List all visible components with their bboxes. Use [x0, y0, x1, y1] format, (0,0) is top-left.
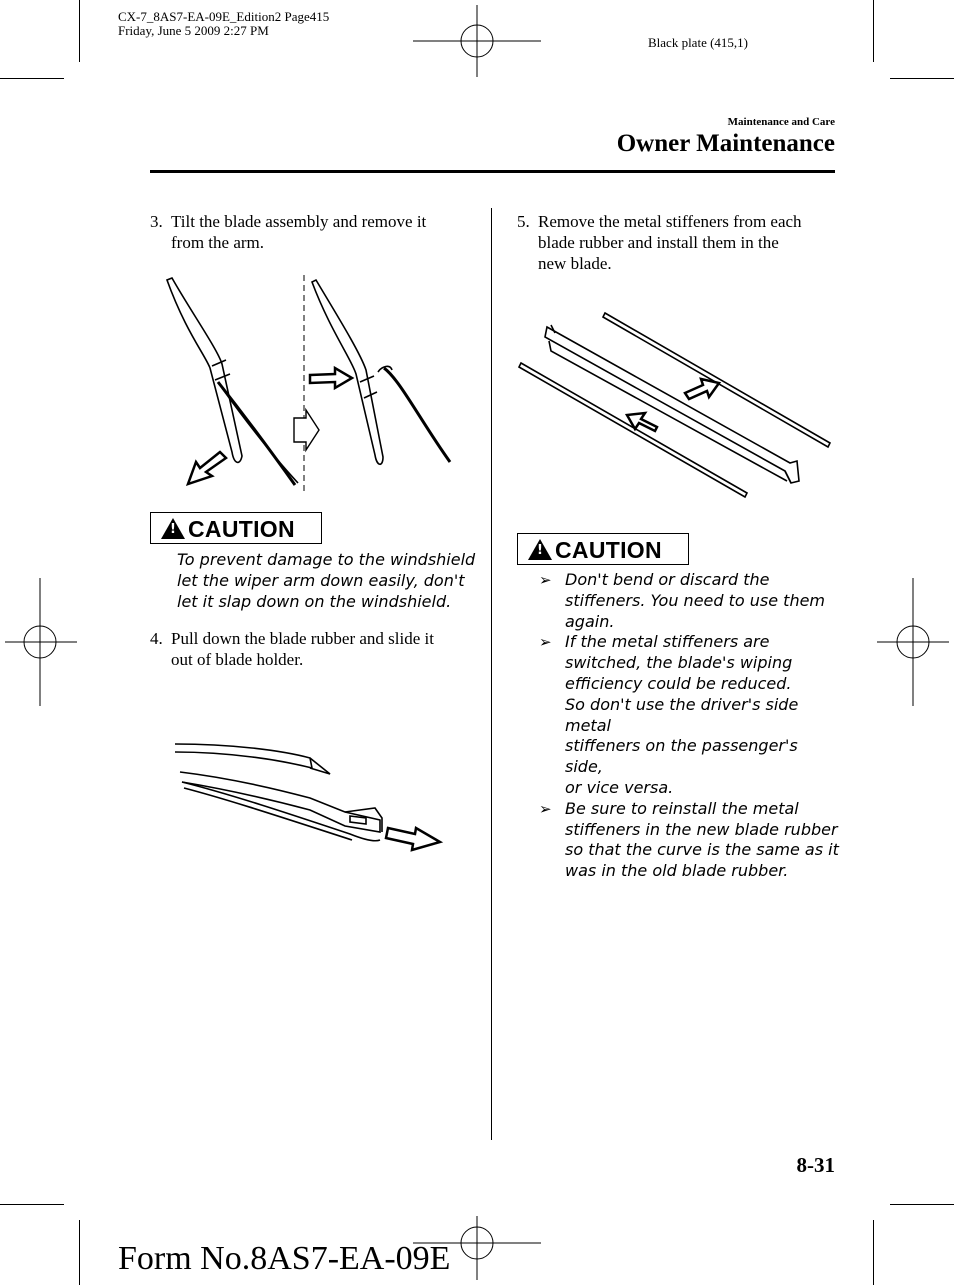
bullet-arrow-icon: ➢ [539, 633, 552, 652]
blade-rubber-illustration [170, 738, 445, 858]
step-3 [150, 211, 480, 255]
step-5 [517, 211, 837, 277]
page-number: 8-31 [796, 1153, 835, 1177]
bullet-3-line-1: Be sure to reinstall the metal [565, 798, 799, 818]
bullet-2-line-1: If the metal stiffeners are [565, 632, 770, 652]
caution-banner-left [150, 512, 322, 544]
step-4-line-2: out of blade holder. [171, 650, 304, 669]
bullet-arrow-icon: ➢ [539, 571, 552, 589]
caution-left-line-1: To prevent damage to the windshield [177, 550, 476, 569]
bullet-3-line-4: was in the old blade rubber. [565, 861, 789, 881]
step-5-line-2: blade rubber and install them in the [538, 233, 779, 252]
caution-text-right [539, 570, 839, 882]
bullet-3-line-2: stiffeners in the new blade rubber [565, 819, 838, 839]
caution-bullet-1 [539, 570, 839, 632]
bullet-2-line-6: or vice versa. [565, 777, 674, 797]
section-label: Maintenance and Care [727, 116, 835, 128]
print-file-line: CX-7_8AS7-EA-09E_Edition2 Page415 [118, 9, 330, 24]
step-4 [150, 628, 480, 672]
plate-label: Black plate (415,1) [648, 35, 748, 50]
bullet-1-line-3: again. [565, 611, 615, 631]
step-3-line-2: from the arm. [171, 233, 264, 252]
caution-left-line-2: let the wiper arm down easily, don't [177, 570, 465, 590]
step-5-line-3: new blade. [538, 254, 612, 273]
step-4-line-1: Pull down the blade rubber and slide it [171, 629, 434, 648]
step-3-line-1: Tilt the blade assembly and remove it [171, 212, 427, 231]
bullet-2-line-2: switched, the blade's wiping [565, 653, 793, 673]
bullet-2-line-5: stiffeners on the passenger's side, [565, 736, 798, 777]
form-number: Form No.8AS7-EA-09E [118, 1240, 451, 1277]
caution-label-right: CAUTION [555, 537, 662, 563]
blade-removal-illustration [160, 270, 460, 500]
caution-label-left: CAUTION [188, 516, 295, 542]
bullet-1-line-2: stiffeners. You need to use them [565, 590, 826, 610]
bullet-arrow-icon: ➢ [539, 799, 552, 818]
step-5-number: 5. [517, 212, 530, 231]
bullet-2-line-4: So don't use the driver's side metal [565, 694, 799, 735]
warning-icon [528, 539, 552, 560]
bullet-2-line-3: efficiency could be reduced. [565, 673, 792, 693]
warning-icon [161, 518, 185, 539]
page-title: Owner Maintenance [616, 130, 835, 157]
print-date-line: Friday, June 5 2009 2:27 PM [118, 23, 269, 38]
stiffener-illustration [515, 305, 835, 500]
caution-banner-right [517, 533, 689, 565]
caution-bullet-2 [539, 632, 839, 798]
bullet-3-line-3: so that the curve is the same as it [565, 840, 839, 860]
caution-left-line-3: let it slap down on the windshield. [177, 591, 452, 611]
step-4-number: 4. [150, 629, 163, 648]
step-3-number: 3. [150, 212, 163, 231]
header-rule [150, 170, 835, 173]
caution-bullet-3 [539, 799, 839, 882]
step-5-line-1: Remove the metal stiffeners from each [538, 212, 802, 231]
caution-text-left [177, 550, 477, 612]
column-divider [491, 208, 492, 1140]
bullet-1-line-1: Don't bend or discard the [565, 570, 770, 589]
